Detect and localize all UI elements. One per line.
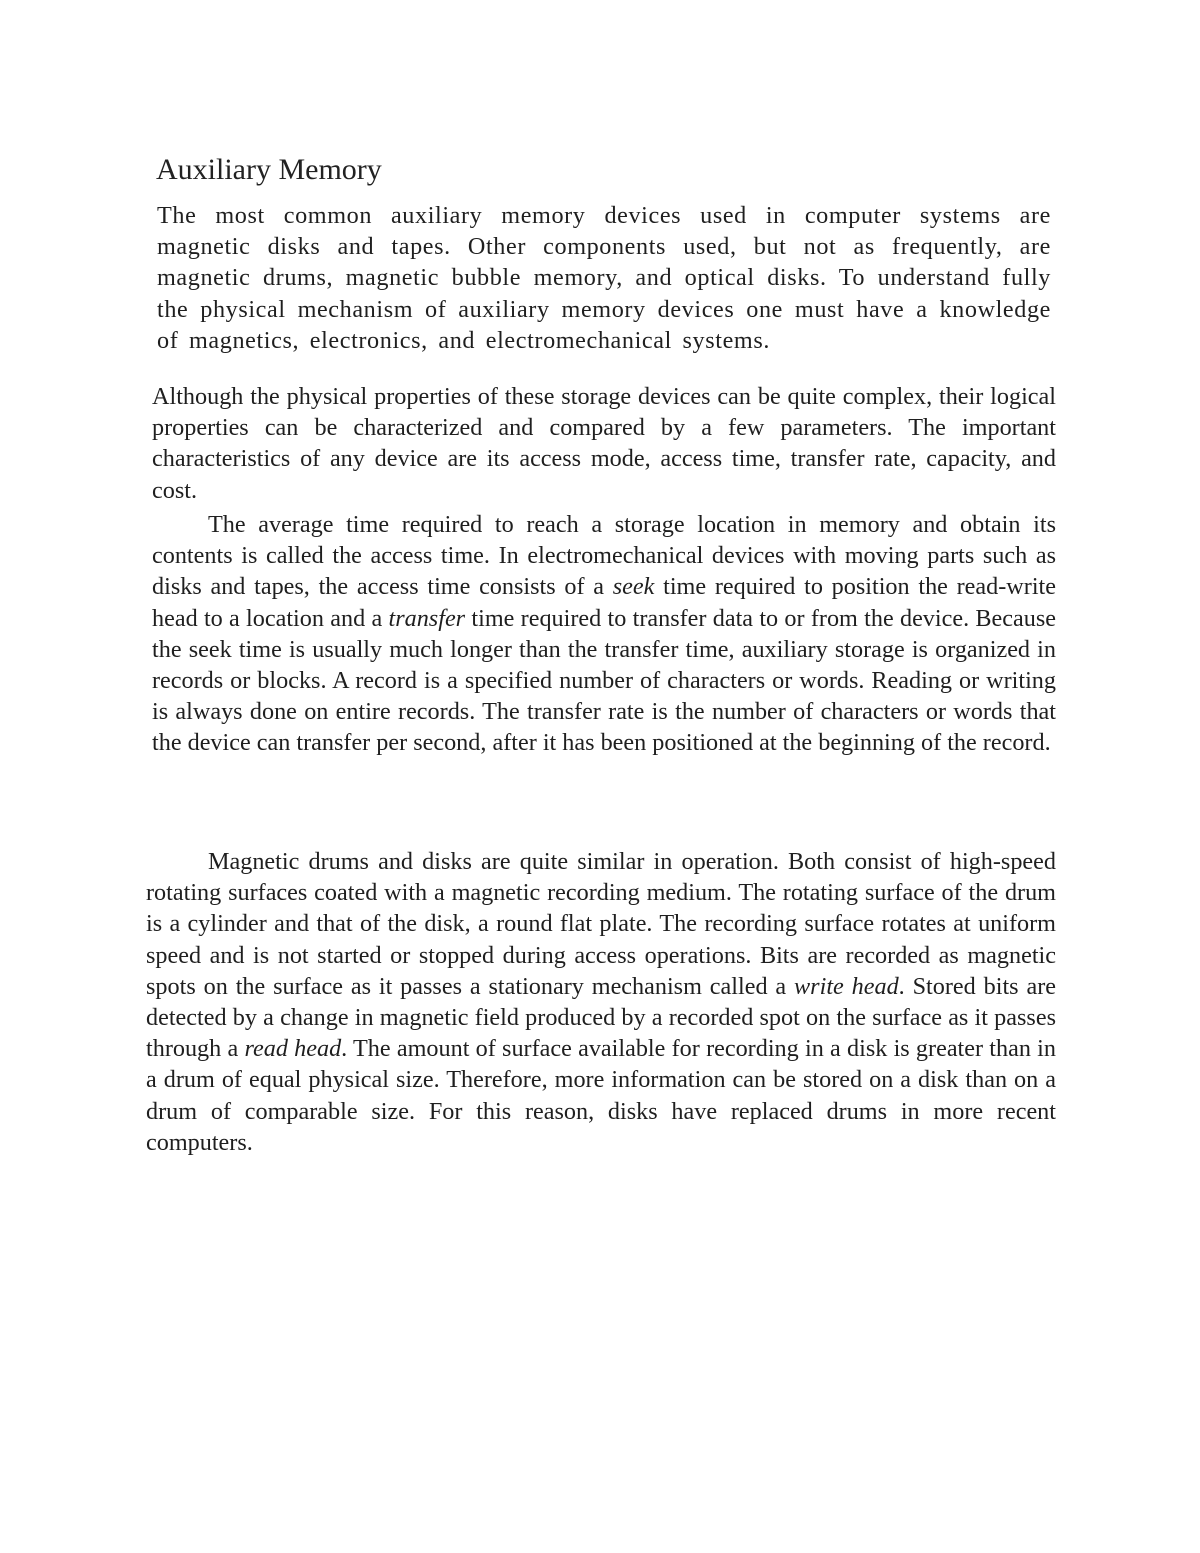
paragraph-text: Magnetic drums and disks are quite similar in operation. Both consist of high-speed rotating surfaces coated with a magnetic recording medium. The rotating surface of the drum is a cylinder and that of the disk, a round flat plate. The recording surface rotates at uniform speed and is not started or stopped during access operations. Bits are recorded as magnetic spots on the surface as it passes a stationary mechanism called a	[146, 848, 1056, 1000]
paragraph-text: . Stored bits are detected by a change in magnetic field produced by a recorded spot on the surface as it passes through a	[146, 972, 1056, 1063]
paragraph-auxiliary-devices: The most common auxiliary memory devices used in computer systems are magnetic disks and tapes. Other components used, but not as frequently, are magnetic drums, magnetic bubble memory, and optical disks. To understand fully the physical mechanism of auxiliary memory devices one must have a knowledge of magnetics, electronics, and electromechanical systems.	[157, 202, 1051, 354]
term-write-head: write head	[794, 972, 899, 1000]
paragraph-text: The average time required to reach a storage location in memory and obtain its contents is called the access time. In electromechanical devices with moving parts such as disks and tapes, the access time consists of a	[152, 511, 1056, 601]
section-heading: Auxiliary Memory	[156, 153, 382, 186]
term-transfer: transfer	[388, 604, 466, 632]
paragraph-logical-properties: Although the physical properties of these storage devices can be quite complex, their logical properties can be characterized and compared by a few parameters. The important characteristics of any device are its access mode, access time, transfer rate, capacity, and cost.	[152, 383, 1056, 504]
paragraph-text: . The amount of surface available for recording in a disk is greater than in a drum of equal physical size. Therefore, more information can be stored on a disk than on a drum of comparable size. For this reason, disks have replaced drums in more recent computers.	[146, 1035, 1056, 1156]
paragraph-access-time	[152, 509, 1056, 759]
paragraph-text: time required to transfer data to or from the device. Because the seek time is usually much longer than the transfer time, auxiliary storage is organized in records or blocks. A record is a specified number of characters or words. Reading or writing is always done on entire records. The transfer rate is the number of characters or words that the device can transfer per second, after it has been positioned at the beginning of the record.	[152, 604, 1057, 757]
term-seek: seek	[612, 573, 655, 601]
term-read-head: read head	[244, 1035, 342, 1063]
paragraph-drums-and-disks	[146, 846, 1056, 1158]
paragraph-text: time required to position the read-write head to a location and a	[152, 573, 1056, 632]
